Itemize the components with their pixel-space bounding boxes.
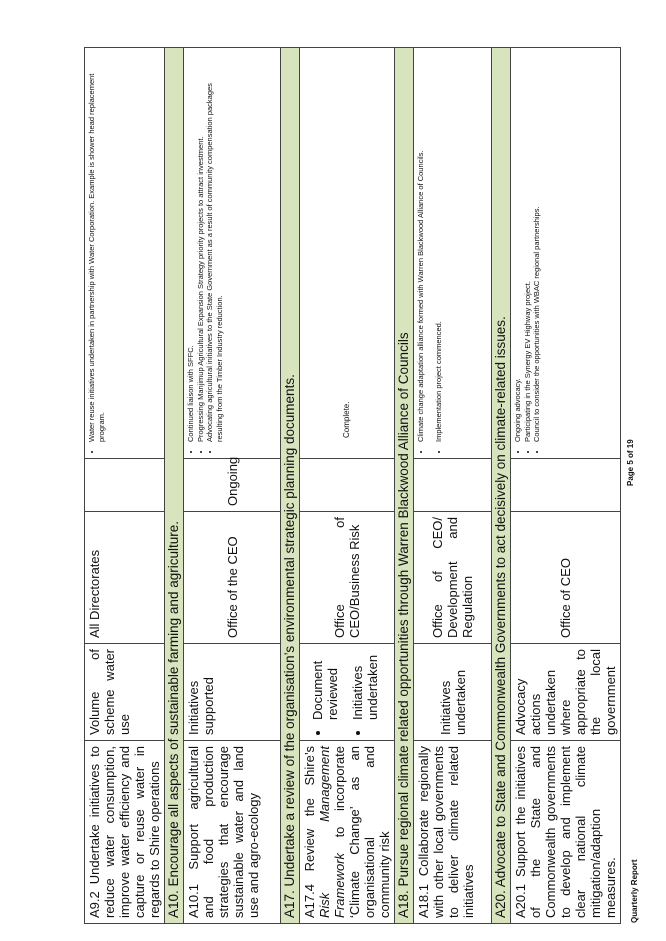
action-text: A17.4 Review the Shire’s [302,746,317,918]
section-row [165,48,184,924]
responsibility-cell: All Directorates [85,512,165,644]
measure-item: • Document reviewed [310,648,340,720]
footer-report-title: Quarterly Report [630,859,639,923]
comments-cell [85,48,165,459]
action-cell: A20.1 Support the initiatives of the State and Commonwealth governments to develop and implement clear national climate mitigation/adaption measures. [511,741,621,924]
table-row [85,48,165,924]
timeframe-cell [300,459,395,512]
section-heading: A17. Undertake a review of the organisation’s environmental strategic planning documents. [281,48,300,924]
comment-item: • Water reuse initiatives undertaken in partnership with Water Corporation. Example is shower head replacement program. [87,53,106,442]
comment-item: • Participating in the Synergy EV Highway project. [523,53,533,442]
table-row [414,48,492,924]
measure-cell [300,644,395,741]
action-italic-text: Risk Management Framework [317,746,347,918]
action-text: to incorporate ‘Climate Change’ as an organisational and community risk [332,746,392,918]
comment-item: • Continued liaison with SFFC. [186,53,196,442]
measure-cell: Advocacy actions undertaken where appropriate to the local government [511,644,621,741]
footer-page-number: Page 5 of 19 [626,439,635,486]
comment-item: • Ongoing advocacy. [513,53,523,442]
timeframe-cell [414,459,492,512]
measure-cell: Volume of scheme water use [85,644,165,741]
section-row [492,48,511,924]
table-row [511,48,621,924]
comments-cell [511,48,621,459]
action-cell: A10.1 Support agricultural and food production strategies that encourage sustainable water and land use and agro-ecology [184,741,281,924]
section-row [395,48,414,924]
responsibility-cell: Office of CEO [511,512,621,644]
comments-cell [184,48,281,459]
comment-item: • Progressing Manjimup Agricultural Expansion Strategy priority projects to attract investment. [196,53,206,442]
responsibility-cell: Office of CEO/ Development and Regulation [414,512,492,644]
comment-item: • Advocating agricultural initiatives to the State Government as a result of community compensation packages resulting from the Timber Industry reduction. [205,53,224,442]
comment-item: • Council to consider the opportunities with WBAC regional partnerships. [532,53,542,442]
table-row [300,48,395,924]
section-heading: A18. Pursue regional climate related opportunities through Warren Blackwood Alliance of Councils [395,48,414,924]
table-row [184,48,281,924]
comments-cell [414,48,492,459]
measure-cell: Initiatives supported [184,644,281,741]
timeframe-cell [511,459,621,512]
measure-cell: Initiatives undertaken [414,644,492,741]
comment-item: • Climate change adaptation alliance formed with Warren Blackwood Alliance of Councils. [416,53,426,442]
responsibility-cell: Office of CEO/Business Risk [300,512,395,644]
comment-item: • Implementation project commenced. [434,53,444,442]
comments-cell: Complete. [300,48,395,459]
action-cell: A18.1 Collaborate regionally with other local governments to deliver climate related initiatives [414,741,492,924]
action-cell: A9.2 Undertake initiatives to reduce water consumption, improve water efficiency and capture or reuse water in regards to Shire operations [85,741,165,924]
section-heading: A20. Advocate to State and Commonwealth Governments to act decisively on climate-related issues. [492,48,511,924]
measure-item: • Initiatives undertaken [350,648,380,720]
action-plan-table [84,47,621,924]
responsibility-cell: Office of the CEO [184,512,281,644]
timeframe-cell [85,459,165,512]
section-row [281,48,300,924]
section-heading: A10. Encourage all aspects of sustainable farming and agriculture. [165,48,184,924]
action-cell [300,741,395,924]
timeframe-cell: Ongoing [184,459,281,512]
